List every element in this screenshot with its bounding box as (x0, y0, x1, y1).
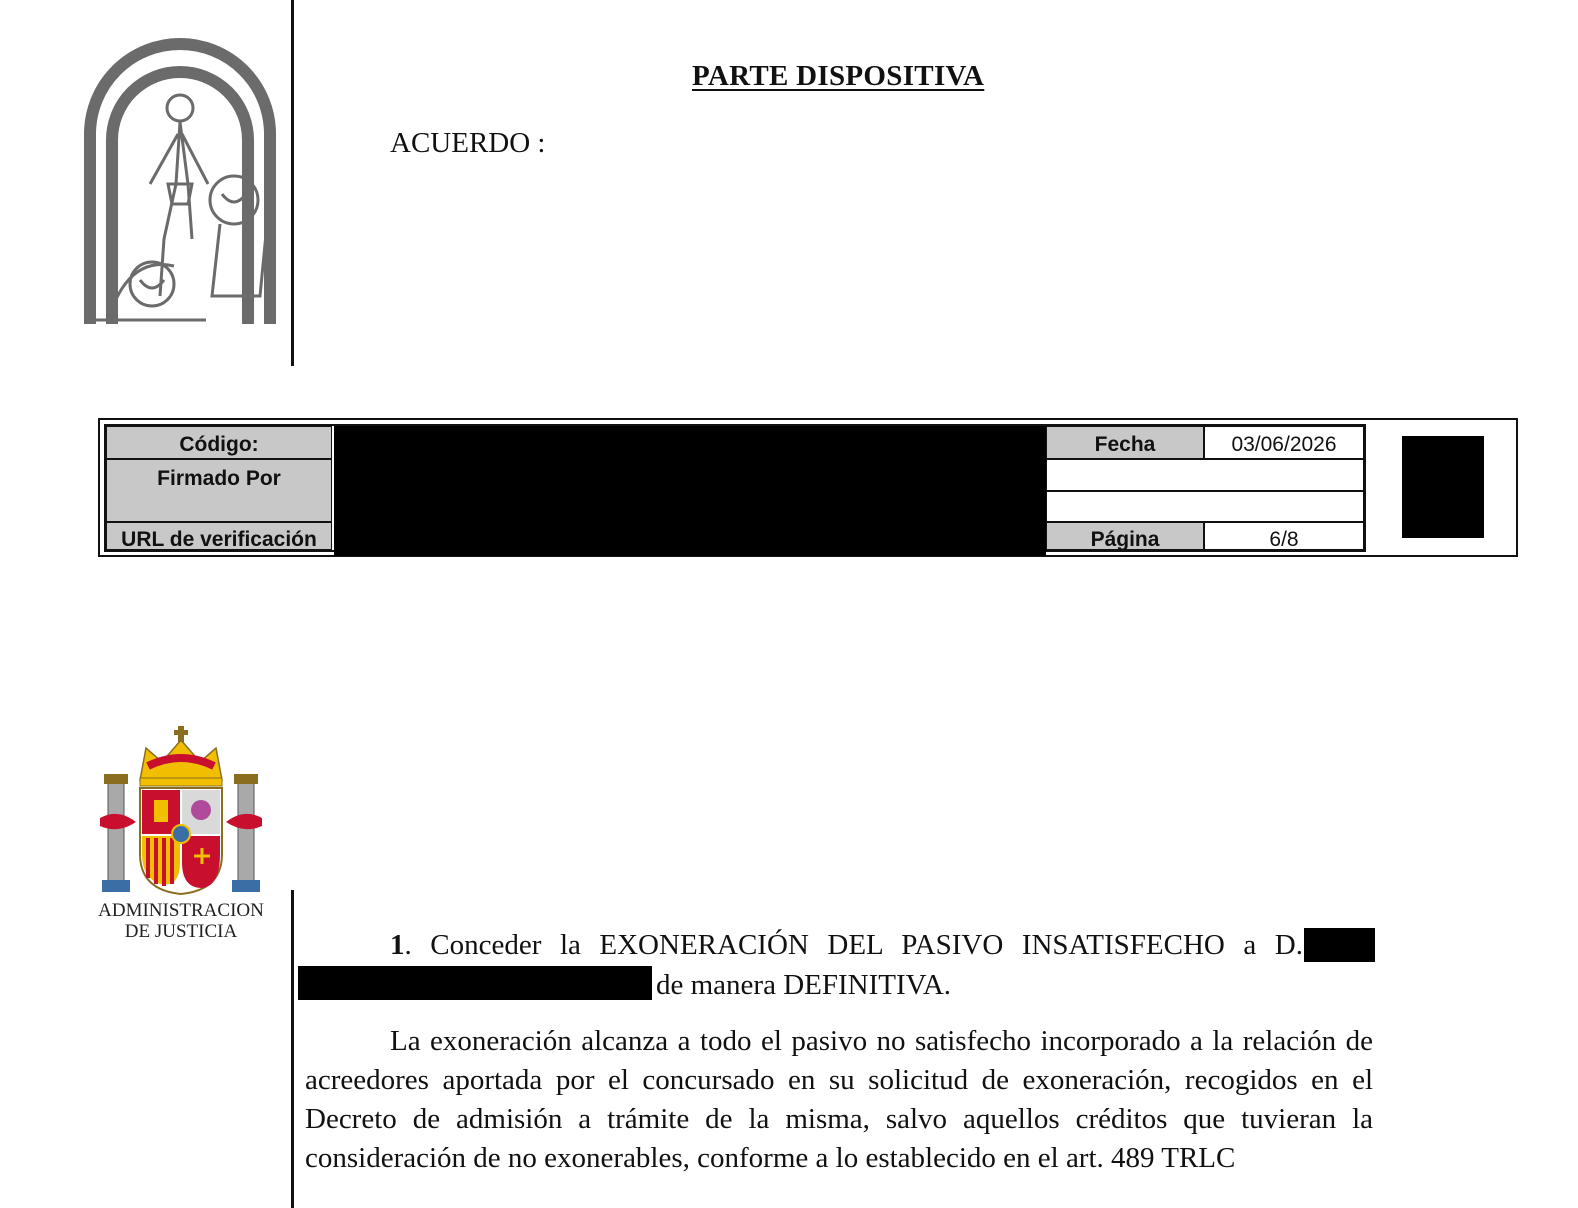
signature-table (104, 424, 1366, 552)
url-label-cell (106, 522, 332, 550)
document-title: PARTE DISPOSITIVA (692, 60, 985, 92)
fecha-value: 03/06/2026 (1231, 433, 1337, 456)
fecha-label: Fecha (1094, 433, 1156, 456)
pagina-value-cell (1204, 522, 1364, 550)
fecha-label-cell (1046, 426, 1204, 459)
acuerdo-heading: ACUERDO : (390, 127, 546, 159)
spain-coat-of-arms (98, 722, 264, 898)
redacted-signature-data (334, 426, 1046, 556)
firmado-label-cell (106, 459, 332, 522)
blank-row-1 (1046, 459, 1364, 491)
item-number: 1 (390, 929, 405, 961)
firmado-label: Firmado Por (157, 467, 281, 490)
admin-label-line-2: DE JUSTICIA (124, 921, 238, 942)
redacted-name-1 (1304, 928, 1375, 962)
codigo-label: Código: (179, 433, 259, 456)
redacted-qr-code (1402, 436, 1484, 538)
pagina-value: 6/8 (1269, 528, 1299, 551)
pagina-label-cell (1046, 522, 1204, 550)
resolution-item-1-line-2: de manera DEFINITIVA. (656, 969, 952, 1001)
item-1-text: . Conceder la EXONERACIÓN DEL PASIVO INSATISFECHO a D. (404, 929, 1303, 961)
codigo-label-cell (106, 426, 332, 459)
admin-label-line-1: ADMINISTRACION (98, 900, 264, 921)
pagina-label: Página (1090, 528, 1160, 551)
redacted-name-2 (298, 966, 652, 1000)
top-vertical-rule (291, 0, 294, 366)
signature-verification-box (98, 418, 1518, 557)
exoneration-scope-paragraph: La exoneración alcanza a todo el pasivo no satisfecho incorporado a la relación de acreedores aportada por el concursado en su solicitud de exoneración, recogidos en el Decreto de admisión a trámite de la misma, salvo aquellos créditos que tuvieran la consideración de no exonerables, conforme a lo establecido en el art. 489 TRLC (305, 1025, 1373, 1174)
junta-andalucia-emblem (80, 34, 280, 326)
resolution-item-1-line-1 (390, 926, 1375, 965)
administracion-justicia-label (90, 900, 272, 942)
bottom-vertical-rule (291, 890, 294, 1208)
fecha-value-cell (1204, 426, 1364, 459)
url-label: URL de verificación (121, 528, 317, 551)
blank-row-2 (1046, 491, 1364, 522)
